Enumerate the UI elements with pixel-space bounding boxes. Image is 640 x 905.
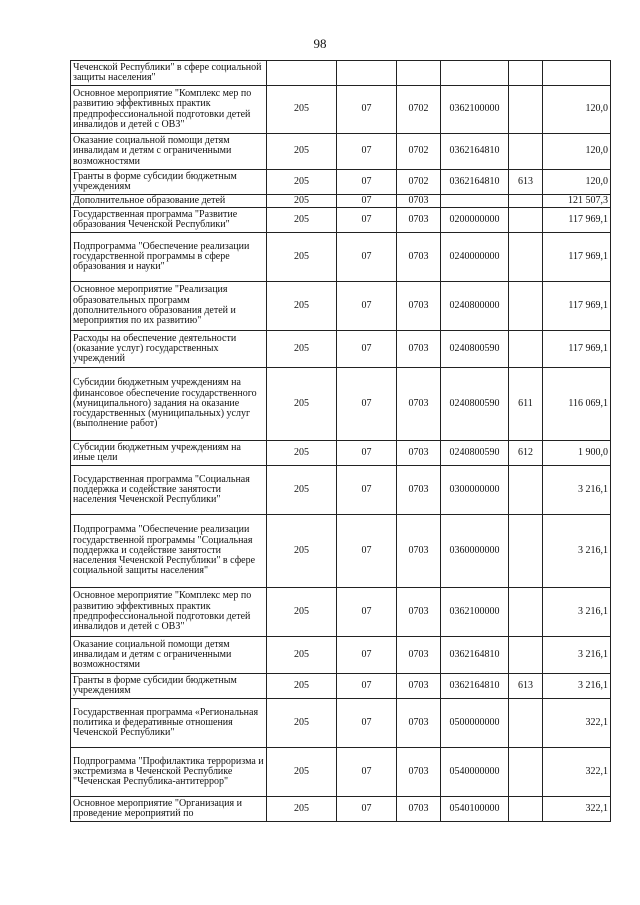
row-amount: 120,0 — [543, 86, 611, 134]
row-ministry-code: 205 — [267, 515, 337, 588]
table-row — [71, 797, 611, 822]
row-name: Государственная программа "Развитие образования Чеченской Республики" — [71, 208, 267, 233]
row-name: Подпрограмма "Обеспечение реализации государственной программы "Социальная поддержка и содействие занятости населения Чеченской Республики" в сфере социальной защиты населения" — [71, 515, 267, 588]
row-section-code: 07 — [337, 368, 397, 441]
row-name: Основное мероприятие "Комплекс мер по развитию эффективных практик предпрофессиональной подготовки детей инвалидов и детей с ОВЗ" — [71, 86, 267, 134]
row-amount: 322,1 — [543, 797, 611, 822]
row-ministry-code: 205 — [267, 233, 337, 282]
row-target-code: 0540000000 — [441, 748, 509, 797]
row-amount: 3 216,1 — [543, 515, 611, 588]
row-section-code: 07 — [337, 674, 397, 699]
table-row — [71, 368, 611, 441]
row-expense-type-code: 613 — [509, 674, 543, 699]
row-expense-type-code — [509, 195, 543, 208]
table-row — [71, 748, 611, 797]
row-expense-type-code — [509, 331, 543, 368]
row-name: Оказание социальной помощи детям инвалидам и детям с ограниченными возможностями — [71, 134, 267, 170]
row-target-code: 0300000000 — [441, 466, 509, 515]
table-row — [71, 61, 611, 86]
table-row — [71, 515, 611, 588]
row-section-code: 07 — [337, 233, 397, 282]
row-amount: 121 507,3 — [543, 195, 611, 208]
row-section-code: 07 — [337, 515, 397, 588]
row-target-code: 0240800590 — [441, 441, 509, 466]
row-amount: 3 216,1 — [543, 588, 611, 637]
row-target-code: 0240000000 — [441, 233, 509, 282]
row-subsection-code: 0703 — [397, 515, 441, 588]
table-row — [71, 441, 611, 466]
row-section-code: 07 — [337, 699, 397, 748]
row-amount: 117 969,1 — [543, 208, 611, 233]
row-name: Гранты в форме субсидии бюджетным учреждениям — [71, 674, 267, 699]
row-ministry-code: 205 — [267, 674, 337, 699]
row-section-code: 07 — [337, 134, 397, 170]
row-subsection-code: 0702 — [397, 134, 441, 170]
row-target-code: 0240800590 — [441, 368, 509, 441]
table-row — [71, 233, 611, 282]
table-row — [71, 674, 611, 699]
table-row — [71, 86, 611, 134]
row-section-code: 07 — [337, 441, 397, 466]
row-name: Дополнительное образование детей — [71, 195, 267, 208]
row-amount: 3 216,1 — [543, 466, 611, 515]
row-expense-type-code — [509, 61, 543, 86]
row-ministry-code: 205 — [267, 699, 337, 748]
row-amount: 117 969,1 — [543, 331, 611, 368]
row-subsection-code: 0703 — [397, 699, 441, 748]
row-ministry-code: 205 — [267, 195, 337, 208]
row-target-code: 0240800590 — [441, 331, 509, 368]
row-subsection-code: 0703 — [397, 674, 441, 699]
row-amount: 3 216,1 — [543, 637, 611, 674]
row-name: Основное мероприятие "Комплекс мер по развитию эффективных практик предпрофессиональной подготовки детей инвалидов и детей с ОВЗ" — [71, 588, 267, 637]
row-ministry-code — [267, 61, 337, 86]
row-ministry-code: 205 — [267, 748, 337, 797]
row-target-code: 0540100000 — [441, 797, 509, 822]
row-section-code: 07 — [337, 86, 397, 134]
row-subsection-code: 0703 — [397, 441, 441, 466]
row-amount — [543, 61, 611, 86]
row-ministry-code: 205 — [267, 134, 337, 170]
row-ministry-code: 205 — [267, 368, 337, 441]
row-target-code: 0362164810 — [441, 134, 509, 170]
row-expense-type-code — [509, 637, 543, 674]
row-subsection-code: 0703 — [397, 748, 441, 797]
row-expense-type-code — [509, 134, 543, 170]
table-row — [71, 699, 611, 748]
row-ministry-code: 205 — [267, 588, 337, 637]
row-name: Государственная программа "Социальная поддержка и содействие занятости населения Чеченской Республики" — [71, 466, 267, 515]
table-row — [71, 588, 611, 637]
row-subsection-code: 0702 — [397, 170, 441, 195]
row-ministry-code: 205 — [267, 208, 337, 233]
row-section-code: 07 — [337, 282, 397, 331]
row-section-code: 07 — [337, 748, 397, 797]
table-row — [71, 466, 611, 515]
row-amount: 117 969,1 — [543, 282, 611, 331]
row-name: Субсидии бюджетным учреждениям на иные цели — [71, 441, 267, 466]
table-row — [71, 134, 611, 170]
row-target-code: 0362100000 — [441, 588, 509, 637]
row-subsection-code: 0703 — [397, 466, 441, 515]
row-subsection-code: 0703 — [397, 282, 441, 331]
row-target-code — [441, 61, 509, 86]
row-section-code: 07 — [337, 637, 397, 674]
row-subsection-code — [397, 61, 441, 86]
table-row — [71, 208, 611, 233]
row-amount: 120,0 — [543, 170, 611, 195]
row-section-code: 07 — [337, 797, 397, 822]
row-subsection-code: 0703 — [397, 637, 441, 674]
row-subsection-code: 0703 — [397, 588, 441, 637]
row-section-code — [337, 61, 397, 86]
row-ministry-code: 205 — [267, 170, 337, 195]
row-subsection-code: 0703 — [397, 797, 441, 822]
row-subsection-code: 0703 — [397, 368, 441, 441]
row-target-code: 0362164810 — [441, 674, 509, 699]
row-subsection-code: 0703 — [397, 233, 441, 282]
row-subsection-code: 0703 — [397, 195, 441, 208]
row-name: Основное мероприятие "Организация и проведение мероприятий по — [71, 797, 267, 822]
row-name: Расходы на обеспечение деятельности (оказание услуг) государственных учреждений — [71, 331, 267, 368]
budget-table — [70, 60, 611, 822]
row-amount: 116 069,1 — [543, 368, 611, 441]
row-section-code: 07 — [337, 208, 397, 233]
row-name: Чеченской Республики" в сфере социальной защиты населения" — [71, 61, 267, 86]
row-expense-type-code — [509, 515, 543, 588]
row-expense-type-code: 613 — [509, 170, 543, 195]
row-name: Гранты в форме субсидии бюджетным учреждениям — [71, 170, 267, 195]
row-section-code: 07 — [337, 195, 397, 208]
row-expense-type-code — [509, 699, 543, 748]
row-expense-type-code — [509, 588, 543, 637]
table-row — [71, 195, 611, 208]
row-expense-type-code — [509, 466, 543, 515]
row-section-code: 07 — [337, 466, 397, 515]
row-ministry-code: 205 — [267, 331, 337, 368]
row-target-code: 0500000000 — [441, 699, 509, 748]
row-expense-type-code — [509, 748, 543, 797]
row-section-code: 07 — [337, 170, 397, 195]
row-expense-type-code — [509, 208, 543, 233]
row-section-code: 07 — [337, 588, 397, 637]
row-ministry-code: 205 — [267, 466, 337, 515]
row-amount: 117 969,1 — [543, 233, 611, 282]
row-name: Подпрограмма "Обеспечение реализации государственной программы в сфере образования и науки" — [71, 233, 267, 282]
row-name: Основное мероприятие "Реализация образовательных программ дополнительного образования детей и мероприятия по их развитию" — [71, 282, 267, 331]
row-name: Субсидии бюджетным учреждениям на финансовое обеспечение государственного (муниципального) задания на оказание государственных (муниципальных) услуг (выполнение работ) — [71, 368, 267, 441]
row-expense-type-code — [509, 282, 543, 331]
row-section-code: 07 — [337, 331, 397, 368]
page-number: 98 — [313, 36, 327, 51]
row-expense-type-code — [509, 86, 543, 134]
row-subsection-code: 0703 — [397, 208, 441, 233]
row-ministry-code: 205 — [267, 637, 337, 674]
row-target-code: 0360000000 — [441, 515, 509, 588]
row-name: Подпрограмма "Профилактика терроризма и экстремизма в Чеченской Республике "Чеченская Республика-антитеррор" — [71, 748, 267, 797]
row-subsection-code: 0702 — [397, 86, 441, 134]
row-name: Оказание социальной помощи детям инвалидам и детям с ограниченными возможностями — [71, 637, 267, 674]
row-amount: 322,1 — [543, 699, 611, 748]
row-target-code: 0362100000 — [441, 86, 509, 134]
row-target-code: 0200000000 — [441, 208, 509, 233]
row-target-code: 0362164810 — [441, 170, 509, 195]
row-amount: 1 900,0 — [543, 441, 611, 466]
row-expense-type-code — [509, 233, 543, 282]
row-ministry-code: 205 — [267, 797, 337, 822]
row-ministry-code: 205 — [267, 441, 337, 466]
row-target-code: 0240800000 — [441, 282, 509, 331]
row-expense-type-code: 612 — [509, 441, 543, 466]
row-expense-type-code — [509, 797, 543, 822]
row-amount: 120,0 — [543, 134, 611, 170]
row-ministry-code: 205 — [267, 282, 337, 331]
row-expense-type-code: 611 — [509, 368, 543, 441]
row-target-code: 0362164810 — [441, 637, 509, 674]
table-row — [71, 170, 611, 195]
table-row — [71, 331, 611, 368]
row-target-code — [441, 195, 509, 208]
row-amount: 3 216,1 — [543, 674, 611, 699]
row-ministry-code: 205 — [267, 86, 337, 134]
row-amount: 322,1 — [543, 748, 611, 797]
table-row — [71, 282, 611, 331]
row-subsection-code: 0703 — [397, 331, 441, 368]
row-name: Государственная программа «Региональная политика и федеративные отношения Чеченской Республики" — [71, 699, 267, 748]
table-row — [71, 637, 611, 674]
